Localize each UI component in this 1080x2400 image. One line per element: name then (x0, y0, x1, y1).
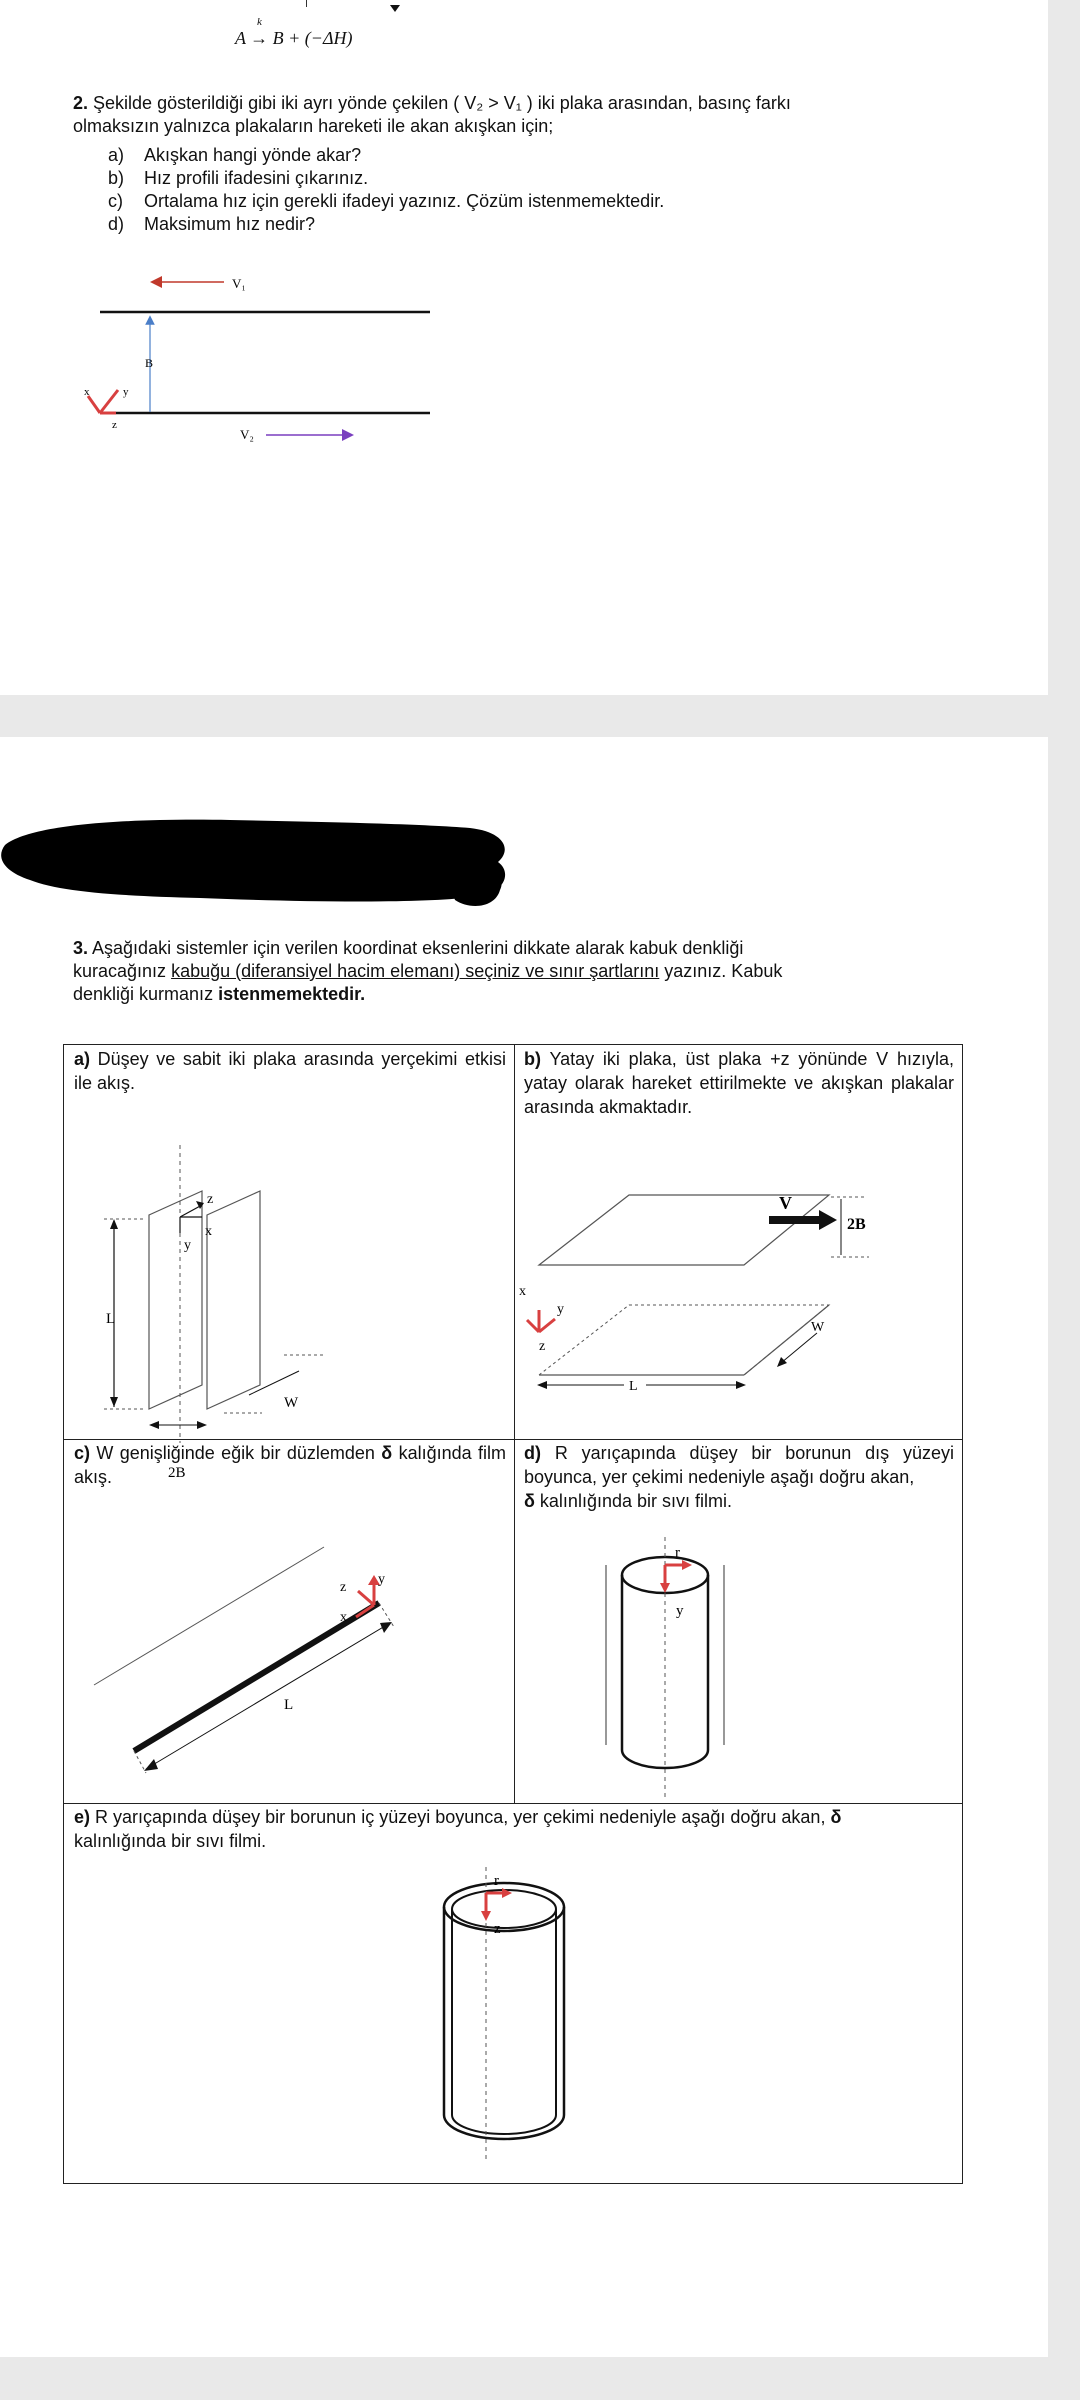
cell-e-text (74, 1805, 954, 1853)
cell-c-text (74, 1441, 506, 1489)
item-text: Maksimum hız nedir? (144, 214, 316, 234)
cell-c-figure (84, 1525, 504, 1795)
dim-W: W (811, 1320, 825, 1335)
cell-description: R yarıçapında düşey bir borunun iç yüzeyi boyunca, yer çekimi nedeniyle aşağı doğru akan, (95, 1807, 826, 1827)
list-item (108, 144, 664, 167)
q3-line2-a: kuracağınız (73, 961, 172, 981)
axis-x-label: x (340, 1610, 347, 1625)
q2-line1: Şekilde gösterildiği gibi iki ayrı yönde çekilen ( V₂ > V₁ ) iki plaka arasından, basınç farkı (93, 93, 791, 113)
dim-2B: 2B (168, 1465, 186, 1481)
delta-symbol: δ (381, 1443, 393, 1463)
table-divider-vertical (514, 1045, 515, 1803)
cell-description: Yatay iki plaka, üst plaka +z yönünde V hızıyla, yatay olarak hareket ettirilmekte ve akışkan plakalar arasında akmaktadır. (524, 1049, 954, 1117)
item-text: Akışkan hangi yönde akar? (144, 145, 362, 165)
axis-x-label: x (519, 1284, 526, 1299)
item-text: Hız profili ifadesini çıkarınız. (144, 168, 369, 188)
cell-letter: c) (74, 1443, 91, 1463)
plates-figure (80, 268, 460, 448)
dim-L: L (106, 1311, 116, 1327)
cell-a-text (74, 1047, 506, 1095)
axis-z-label: z (112, 419, 117, 431)
rate-constant-label: k (257, 16, 262, 28)
axis-y-label: y (123, 386, 129, 398)
cropped-line (306, 0, 307, 7)
v1-label: V₁ (232, 276, 246, 291)
cell-letter: e) (74, 1807, 91, 1827)
table-divider-row2 (64, 1803, 962, 1804)
axis-y-label: y (557, 1302, 564, 1317)
velocity-label: V (779, 1193, 792, 1213)
table-divider-row1 (64, 1439, 962, 1440)
axis-r-label: r (494, 1873, 499, 1889)
dim-L: L (629, 1379, 638, 1394)
q2-line2: olmaksızın yalnızca plakaların hareketi ile akan akışkan için; (73, 116, 554, 136)
question-2-stem (73, 92, 791, 138)
cell-description-end: kalınlığında bir sıvı filmi. (534, 1491, 732, 1511)
axis-y-label: y (184, 1238, 191, 1253)
cell-b-figure (519, 1145, 959, 1395)
item-letter: a) (108, 145, 125, 165)
cell-description-end: kalığında film akış. (74, 1443, 506, 1487)
axis-x (88, 396, 100, 413)
list-item (108, 213, 664, 236)
cell-e-figure (424, 1865, 624, 2165)
dim-2B: 2B (847, 1216, 866, 1233)
question-number: 2. (73, 93, 89, 113)
axis-r-label: r (675, 1545, 680, 1561)
document-page-1 (0, 0, 1048, 695)
item-letter: b) (108, 168, 125, 188)
axis-x-label: x (205, 1224, 212, 1239)
list-item (108, 190, 664, 213)
axis-z-label: z (539, 1339, 546, 1354)
question-3-stem (73, 937, 875, 1006)
cropped-mark (390, 0, 400, 8)
axis-y (100, 390, 118, 413)
axis-y-label: y (378, 1572, 385, 1587)
dim-L: L (284, 1697, 294, 1713)
gap-label: B (145, 356, 154, 370)
cell-letter: b) (524, 1049, 541, 1069)
question-number: 3. (73, 938, 89, 958)
q3-line2-underlined: kabuğu (diferansiyel hacim elemanı) seçiniz ve sınır şartlarını (171, 961, 660, 981)
axis-y-label: y (676, 1603, 684, 1619)
reaction-equation (235, 16, 353, 49)
systems-table (63, 1044, 963, 2184)
redaction-scribble (0, 800, 510, 915)
axis-z-label: z (207, 1192, 214, 1207)
delta-symbol: δ (830, 1807, 842, 1827)
item-letter: c) (108, 191, 123, 211)
cell-letter: a) (74, 1049, 91, 1069)
delta-symbol: δ (524, 1491, 535, 1511)
item-letter: d) (108, 214, 125, 234)
cell-letter: d) (524, 1443, 541, 1463)
cell-description: R yarıçapında düşey bir borunun dış yüzeyi boyunca, yer çekimi nedeniyle aşağı doğru akan, (524, 1443, 954, 1487)
cell-b-text (524, 1047, 954, 1119)
q3-line3-a: denkliği kurmanız (73, 984, 219, 1004)
axis-z-label: z (340, 1580, 347, 1595)
equation-text: A → B + (−ΔH) (235, 28, 353, 48)
cell-description-end: kalınlığında bir sıvı filmi. (74, 1831, 267, 1851)
cell-d-text (524, 1441, 954, 1513)
axis-x-label: x (84, 386, 90, 398)
question-2-items (108, 144, 664, 236)
dim-W: W (284, 1395, 299, 1411)
v2-label: V₂ (240, 427, 254, 442)
cell-description: W genişliğinde eğik bir düzlemden (96, 1443, 382, 1463)
q3-line1: Aşağıdaki sistemler için verilen koordinat eksenlerini dikkate alarak kabuk denkliği (92, 938, 744, 958)
q3-line3-bold: istenmemektedir. (218, 984, 366, 1004)
q3-line2-b: yazınız. Kabuk (659, 961, 783, 981)
axis-z-label: z (494, 1921, 501, 1937)
list-item (108, 167, 664, 190)
cell-d-figure (584, 1535, 804, 1805)
item-text: Ortalama hız için gerekli ifadeyi yazınız. Çözüm istenmemektedir. (144, 191, 665, 211)
cell-description: Düşey ve sabit iki plaka arasında yerçekimi etkisi ile akış. (74, 1049, 506, 1093)
